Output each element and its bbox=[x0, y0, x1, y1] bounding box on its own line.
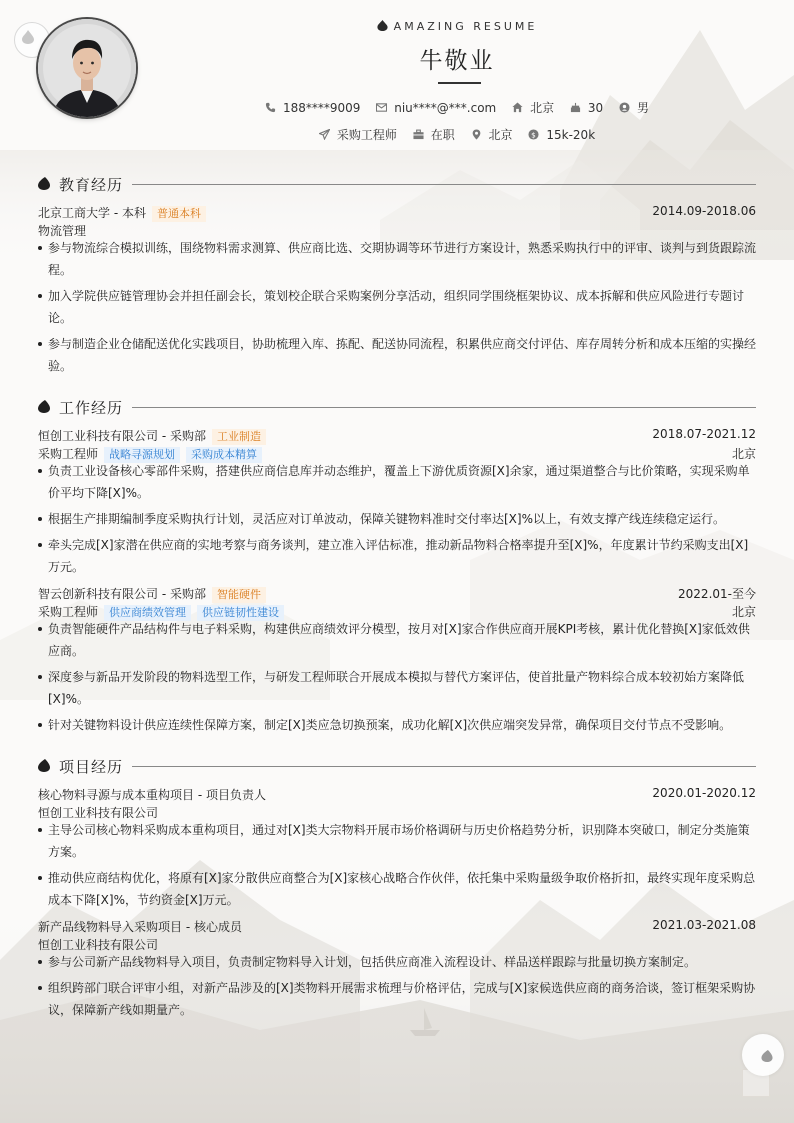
job-info-row bbox=[0, 126, 794, 143]
section-title-projects: 项目经历 bbox=[59, 758, 124, 776]
list-item: 针对关键物料设计供应连续性保障方案，制定[X]类应急切换预案，成功化解[X]次供应端突发异常，确保项目交付节点不受影响。 bbox=[38, 714, 756, 736]
mail-icon bbox=[376, 102, 387, 113]
project-company: 恒创工业科技有限公司 bbox=[38, 806, 159, 820]
salary-icon bbox=[528, 129, 539, 140]
project-bullets bbox=[38, 819, 756, 915]
list-item: 负责工业设备核心零部件采购，搭建供应商信息库并动态维护，覆盖上下游优质资源[X]余家，通过渠道整合与比价策略，实现采购单价平均下降[X]%。 bbox=[38, 460, 756, 504]
phone-icon bbox=[265, 102, 276, 113]
project-company-row bbox=[38, 936, 756, 952]
home-icon bbox=[512, 102, 523, 113]
list-item: 加入学院供应链管理协会并担任副会长，策划校企联合采购案例分享活动，组织同学围绕框架协议、成本拆解和供应风险进行专题讨论。 bbox=[38, 285, 756, 329]
list-item: 主导公司核心物料采购成本重构项目，通过对[X]类大宗物料开展市场价格调研与历史价格趋势分析，识别降本突破口，制定分类施策方案。 bbox=[38, 819, 756, 863]
target-position-item: 采购工程师 bbox=[319, 126, 397, 143]
company-name: 恒创工业科技有限公司 - 采购部 bbox=[38, 429, 206, 443]
gender-icon bbox=[619, 102, 630, 113]
svg-text:$: $ bbox=[531, 130, 537, 140]
job-bullets bbox=[38, 460, 756, 582]
target-city-item: 北京 bbox=[471, 126, 513, 143]
project-date: 2021.03-2021.08 bbox=[652, 918, 756, 932]
list-item: 牵头完成[X]家潜在供应商的实地考察与商务谈判，建立准入评估标准，推动新品物料合格率提升至[X]%，年度累计节约采购支出[X]万元。 bbox=[38, 534, 756, 578]
list-item: 负责智能硬件产品结构件与电子料采购，构建供应商绩效评分模型，按月对[X]家合作供应商开展KPI考核，累计优化替换[X]家低效供应商。 bbox=[38, 618, 756, 662]
degree-tag: 普通本科 bbox=[152, 206, 206, 222]
ink-drop-icon bbox=[761, 1050, 773, 1062]
section-title-education: 教育经历 bbox=[59, 176, 124, 194]
section-work bbox=[38, 397, 756, 417]
send-icon bbox=[319, 129, 330, 140]
project-name: 新产品线物料导入采购项目 - 核心成员 bbox=[38, 920, 242, 934]
job-bullets bbox=[38, 618, 756, 740]
salary-item: $ 15k-20k bbox=[528, 128, 595, 142]
resume-tagline bbox=[0, 20, 794, 33]
skill-tag: 战略寻源规划 bbox=[104, 447, 180, 463]
list-item: 推动供应商结构优化，将原有[X]家分散供应商整合为[X]家核心战略合作伙伴，依托集中采购量级争取价格折扣，最终实现年度采购总成本下降[X]%，节约资金[X]万元。 bbox=[38, 867, 756, 911]
school-name: 北京工商大学 - 本科 bbox=[38, 206, 146, 220]
job-role-row bbox=[38, 603, 756, 619]
ink-drop-icon bbox=[38, 759, 50, 772]
section-title-work: 工作经历 bbox=[59, 399, 124, 417]
education-bullets bbox=[38, 237, 756, 381]
cake-icon bbox=[570, 102, 581, 113]
briefcase-icon bbox=[413, 129, 424, 140]
ink-drop-icon bbox=[38, 400, 50, 413]
list-item: 深度参与新品开发阶段的物料选型工作，与研发工程师联合开展成本模拟与替代方案评估，使首批量产物料综合成本较初始方案降低[X]%。 bbox=[38, 666, 756, 710]
company-name: 智云创新科技有限公司 - 采购部 bbox=[38, 587, 206, 601]
project-header bbox=[38, 918, 756, 934]
project-company-row bbox=[38, 804, 756, 820]
skill-tag: 供应链韧性建设 bbox=[197, 605, 284, 621]
skill-tag: 供应商绩效管理 bbox=[104, 605, 191, 621]
decorative-circle bbox=[742, 1034, 784, 1076]
section-divider bbox=[132, 766, 756, 767]
list-item: 参与制造企业仓储配送优化实践项目，协助梳理入库、拣配、配送协同流程，积累供应商交付评估、库存周转分析和成本压缩的实操经验。 bbox=[38, 333, 756, 377]
project-header bbox=[38, 786, 756, 802]
major: 物流管理 bbox=[38, 224, 87, 238]
location-pin-icon bbox=[471, 129, 482, 140]
job-role-row bbox=[38, 445, 756, 461]
name-underline bbox=[438, 82, 481, 84]
skill-tag: 采购成本精算 bbox=[186, 447, 262, 463]
tagline-text: AMAZING RESUME bbox=[393, 20, 538, 33]
phone-item: 188****9009 bbox=[265, 101, 360, 115]
section-projects bbox=[38, 756, 756, 776]
ink-drop-icon bbox=[38, 177, 50, 190]
job-date: 2022.01-至今 bbox=[678, 587, 756, 601]
project-name: 核心物料寻源与成本重构项目 - 项目负责人 bbox=[38, 788, 266, 802]
job-role: 采购工程师 bbox=[38, 447, 99, 461]
industry-tag: 智能硬件 bbox=[212, 587, 266, 603]
project-company: 恒创工业科技有限公司 bbox=[38, 938, 159, 952]
age-item: 30 bbox=[570, 101, 603, 115]
education-major-row bbox=[38, 222, 756, 238]
industry-tag: 工业制造 bbox=[212, 429, 266, 445]
candidate-name: 牛敬业 bbox=[419, 48, 495, 74]
job-header bbox=[38, 427, 756, 443]
job-date: 2018.07-2021.12 bbox=[652, 427, 756, 441]
contact-info-row bbox=[0, 99, 794, 116]
list-item: 根据生产排期编制季度采购执行计划，灵活应对订单波动，保障关键物料准时交付率达[X]%以上，有效支撑产线连续稳定运行。 bbox=[38, 508, 756, 530]
project-bullets bbox=[38, 951, 756, 1025]
gender-item: 男 bbox=[619, 99, 649, 116]
job-city: 北京 bbox=[731, 447, 756, 461]
list-item: 参与公司新产品线物料导入项目，负责制定物料导入计划，包括供应商准入流程设计、样品送样跟踪与批量切换方案制定。 bbox=[38, 951, 756, 973]
section-divider bbox=[132, 184, 756, 185]
status-item: 在职 bbox=[413, 126, 455, 143]
job-role: 采购工程师 bbox=[38, 605, 99, 619]
list-item: 组织跨部门联合评审小组，对新产品涉及的[X]类物料开展需求梳理与价格评估，完成与[X]家候选供应商的商务洽谈，签订框架采购协议，保障新产线如期量产。 bbox=[38, 977, 756, 1021]
education-header bbox=[38, 204, 756, 220]
job-header bbox=[38, 585, 756, 601]
education-date: 2014.09-2018.06 bbox=[652, 204, 756, 218]
section-education bbox=[38, 174, 756, 194]
job-city: 北京 bbox=[731, 605, 756, 619]
home-item: 北京 bbox=[512, 99, 554, 116]
list-item: 参与物流综合模拟训练，围绕物料需求测算、供应商比选、交期协调等环节进行方案设计，熟悉采购执行中的评审、谈判与到货跟踪流程。 bbox=[38, 237, 756, 281]
section-divider bbox=[132, 407, 756, 408]
ink-drop-icon bbox=[377, 20, 388, 31]
email-item: niu****@***.com bbox=[376, 101, 496, 115]
project-date: 2020.01-2020.12 bbox=[652, 786, 756, 800]
